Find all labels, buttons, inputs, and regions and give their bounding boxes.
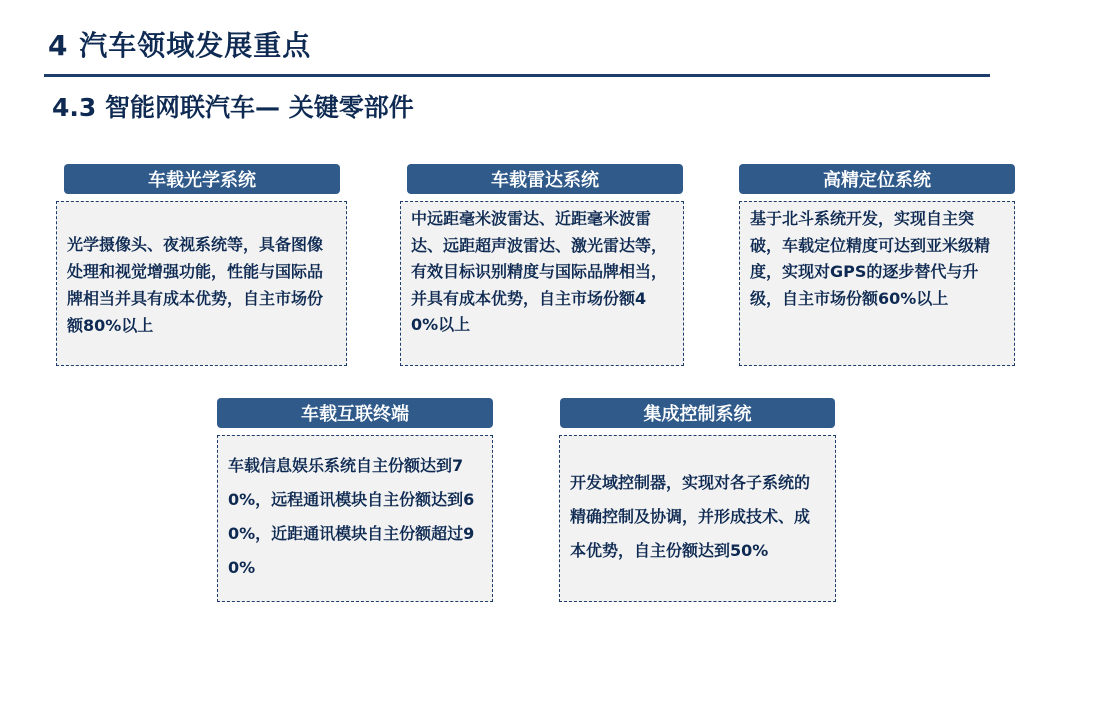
optical-system-title: 车载光学系统 <box>148 170 256 191</box>
positioning-system-text: 基于北斗系统开发，实现自主突破，车载定位精度可达到亚米级精度，实现对GPS的逐步替代与升级，自主市场份额60%以上 <box>750 209 991 308</box>
connected-terminal-title: 车载互联终端 <box>301 404 409 425</box>
radar-system-title: 车载雷达系统 <box>491 170 599 191</box>
radar-system-header <box>407 164 683 194</box>
optical-system-body <box>56 201 347 366</box>
connected-terminal-text: 车载信息娱乐系统自主份额达到70%，远程通讯模块自主份额达到60%，近距通讯模块自主份额超过90% <box>228 455 475 577</box>
optical-system-text: 光学摄像头、夜视系统等，具备图像处理和视觉增强功能，性能与国际品牌相当并具有成本优势，自主市场份额80%以上 <box>67 234 324 335</box>
connected-terminal-body <box>217 435 493 602</box>
integrated-control-body <box>559 435 836 602</box>
optical-system-header <box>64 164 340 194</box>
connected-terminal-header <box>217 398 493 428</box>
radar-system-text: 中远距毫米波雷达、近距毫米波雷达、远距超声波雷达、激光雷达等，有效目标识别精度与国际品牌相当，并具有成本优势，自主市场份额40%以上 <box>411 209 668 334</box>
positioning-system-body <box>739 201 1015 366</box>
page-title: 4 汽车领域发展重点 <box>48 29 312 62</box>
integrated-control-header <box>560 398 835 428</box>
integrated-control-title: 集成控制系统 <box>643 404 752 425</box>
section-subtitle: 4.3 智能网联汽车— 关键零部件 <box>52 93 414 122</box>
integrated-control-text: 开发域控制器，实现对各子系统的精确控制及协调，并形成技术、成本优势，自主份额达到50% <box>570 472 811 560</box>
positioning-system-title: 高精定位系统 <box>823 170 931 191</box>
radar-system-body <box>400 201 684 366</box>
positioning-system-header <box>739 164 1015 194</box>
title-divider <box>44 74 990 77</box>
